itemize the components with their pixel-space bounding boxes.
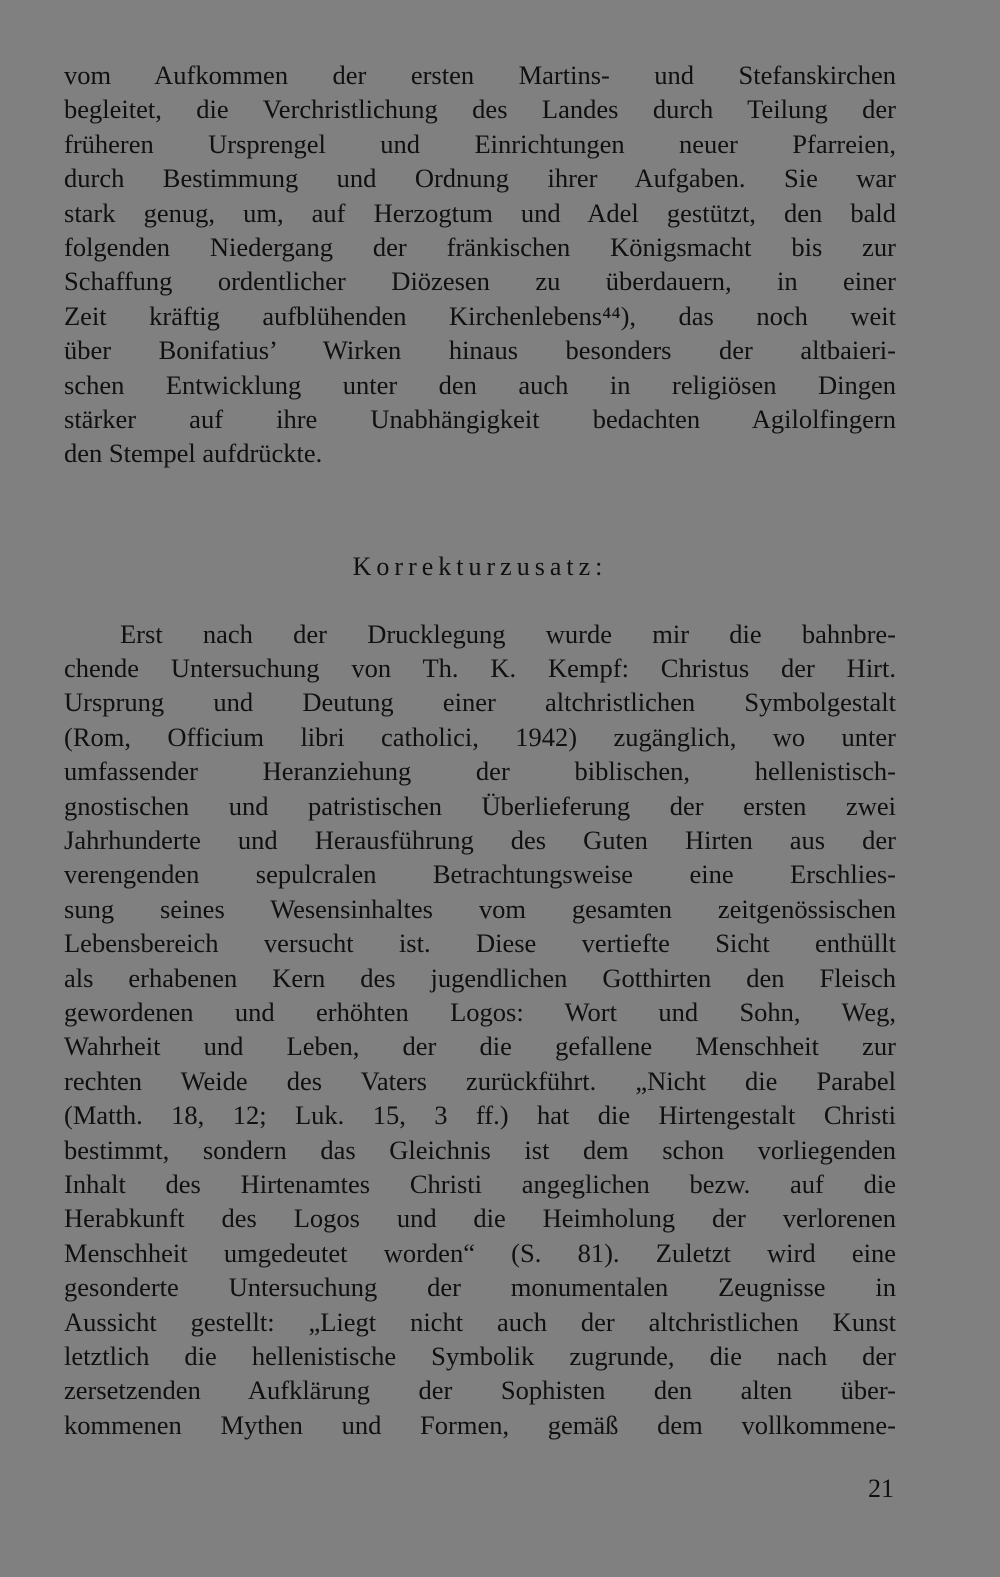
page-number: 21 (868, 1474, 894, 1503)
paragraph-addendum (64, 617, 896, 1442)
text-line: den Stempel aufdrückte. (64, 438, 323, 469)
text-line: früheren Ursprengel und Einrichtungen neuer Pfarreien, (64, 128, 896, 159)
text-line: Menschheit umgedeutet worden“ (S. 81). Zuletzt wird eine (64, 1237, 896, 1268)
text-line: stark genug, um, auf Herzogtum und Adel gestützt, den bald (64, 197, 896, 228)
text-line: gnostischen und patristischen Überlieferung der ersten zwei (64, 790, 896, 821)
text-line: Inhalt des Hirtenamtes Christi angeglichen bezw. auf die (64, 1168, 896, 1199)
text-line: (Matth. 18, 12; Luk. 15, 3 ff.) hat die Hirtengestalt Christi (64, 1100, 896, 1131)
text-line: umfassender Heranziehung der biblischen, hellenistisch- (64, 756, 896, 787)
text-line: gewordenen und erhöhten Logos: Wort und Sohn, Weg, (64, 996, 896, 1027)
text-line: verengenden sepulcralen Betrachtungsweise eine Erschlies- (64, 859, 896, 890)
text-line: Herabkunft des Logos und die Heimholung der verlorenen (64, 1203, 896, 1234)
text-line: (Rom, Officium libri catholici, 1942) zugänglich, wo unter (64, 721, 896, 752)
text-line: Schaffung ordentlicher Diözesen zu überdauern, in einer (64, 266, 896, 297)
text-line: Lebensbereich versucht ist. Diese vertiefte Sicht enthüllt (64, 928, 896, 959)
text-line: Wahrheit und Leben, der die gefallene Menschheit zur (64, 1031, 896, 1062)
text-line: über Bonifatius’ Wirken hinaus besonders der altbaieri- (64, 335, 896, 366)
page-body (64, 58, 896, 1442)
text-line: Jahrhunderte und Herausführung des Guten Hirten aus der (64, 825, 896, 856)
text-line: gesonderte Untersuchung der monumentalen Zeugnisse in (64, 1272, 896, 1303)
text-line: kommenen Mythen und Formen, gemäß dem vollkommene- (64, 1409, 896, 1440)
paragraph-main (64, 58, 896, 471)
text-line: durch Bestimmung und Ordnung ihrer Aufgaben. Sie war (64, 163, 896, 194)
text-line: chende Untersuchung von Th. K. Kempf: Christus der Hirt. (64, 653, 896, 684)
text-line: letztlich die hellenistische Symbolik zugrunde, die nach der (64, 1340, 896, 1371)
text-line: zersetzenden Aufklärung der Sophisten den alten über- (64, 1375, 896, 1406)
text-line: rechten Weide des Vaters zurückführt. „Nicht die Parabel (64, 1065, 896, 1096)
section-heading: Korrekturzusatz: (352, 551, 608, 581)
text-line: Zeit kräftig aufblühenden Kirchenlebens⁴⁴), das noch weit (64, 300, 896, 331)
text-line: Aussicht gestellt: „Liegt nicht auch der altchristlichen Kunst (64, 1306, 896, 1337)
text-line: als erhabenen Kern des jugendlichen Gotthirten den Fleisch (64, 962, 896, 993)
text-line: stärker auf ihre Unabhängigkeit bedachten Agilolfingern (64, 403, 896, 434)
text-line: Erst nach der Drucklegung wurde mir die bahnbre- (120, 618, 896, 649)
text-line: sung seines Wesensinhaltes vom gesamten zeitgenössischen (64, 893, 896, 924)
text-line: schen Entwicklung unter den auch in religiösen Dingen (64, 369, 896, 400)
text-line: Ursprung und Deutung einer altchristlichen Symbolgestalt (64, 687, 896, 718)
text-line: folgenden Niedergang der fränkischen Königsmacht bis zur (64, 231, 896, 262)
text-line: begleitet, die Verchristlichung des Landes durch Teilung der (64, 94, 896, 125)
text-line: vom Aufkommen der ersten Martins- und Stefanskirchen (64, 60, 896, 90)
text-line: bestimmt, sondern das Gleichnis ist dem schon vorliegenden (64, 1134, 896, 1165)
